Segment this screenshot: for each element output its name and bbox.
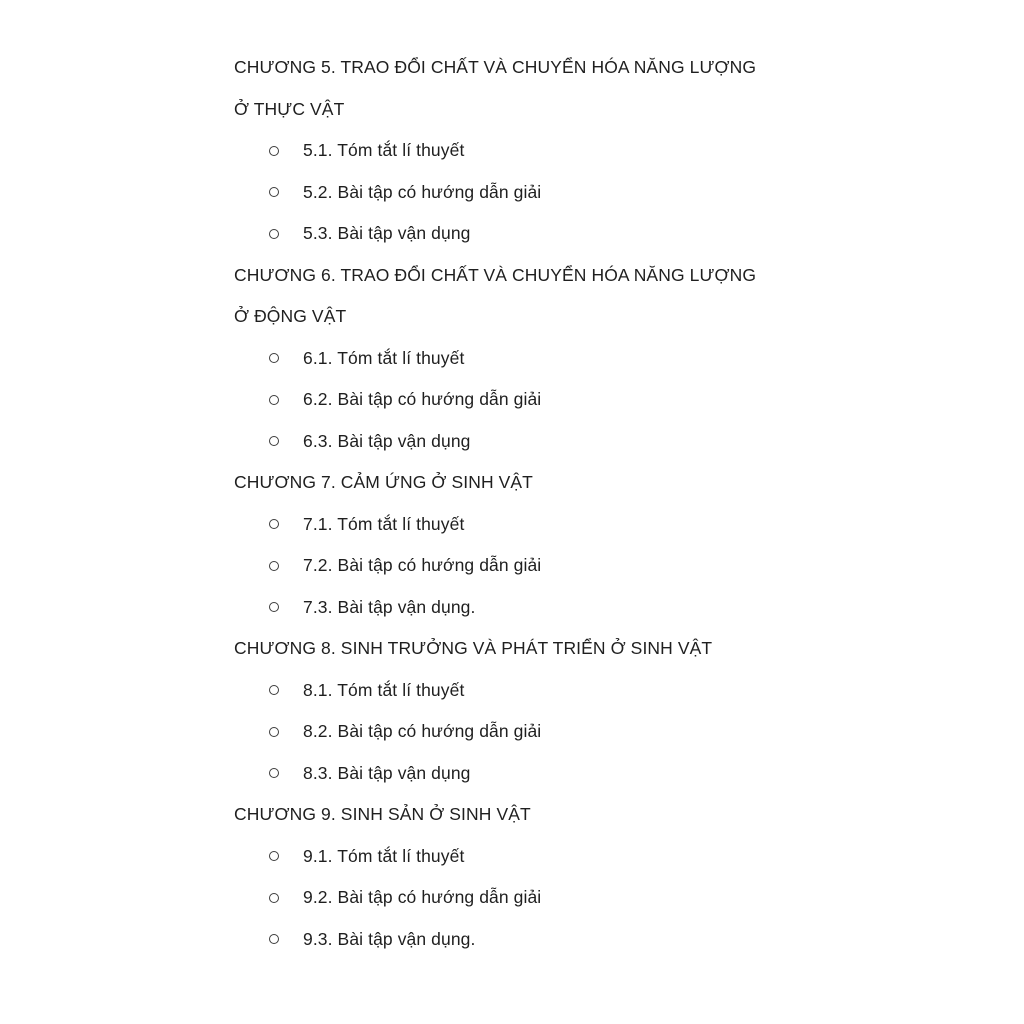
circle-bullet-icon xyxy=(269,561,279,571)
circle-bullet-icon xyxy=(269,519,279,529)
toc-item-label: 7.1. Tóm tắt lí thuyết xyxy=(303,513,465,534)
toc-item-label: 6.3. Bài tập vận dụng xyxy=(303,430,471,451)
circle-bullet-icon xyxy=(269,229,279,239)
circle-bullet-icon xyxy=(269,353,279,363)
toc-list-item xyxy=(234,213,994,255)
chapter-title xyxy=(234,47,994,130)
chapter-title-line: CHƯƠNG 5. TRAO ĐỔI CHẤT VÀ CHUYỂN HÓA NĂNG LƯỢNG xyxy=(234,57,757,77)
toc-item-label: 7.2. Bài tập có hướng dẫn giải xyxy=(303,555,542,575)
toc-list-item xyxy=(234,504,994,546)
circle-bullet-icon xyxy=(269,395,279,405)
toc-list-item xyxy=(234,670,994,712)
toc-list-item xyxy=(234,545,994,587)
chapter-section xyxy=(234,255,994,463)
chapter-title xyxy=(234,794,994,836)
chapter-section xyxy=(234,628,994,794)
toc-list-item xyxy=(234,711,994,753)
toc-list-item xyxy=(234,587,994,629)
chapter-item-list xyxy=(234,670,994,795)
toc-list-item xyxy=(234,421,994,463)
toc-item-label: 9.2. Bài tập có hướng dẫn giải xyxy=(303,887,542,907)
toc-list-item xyxy=(234,130,994,172)
circle-bullet-icon xyxy=(269,685,279,695)
chapter-title xyxy=(234,255,994,338)
toc-item-label: 5.3. Bài tập vận dụng xyxy=(303,223,471,243)
circle-bullet-icon xyxy=(269,727,279,737)
chapter-title-line: CHƯƠNG 7. CẢM ỨNG Ở SINH VẬT xyxy=(234,472,533,492)
chapter-title-line: CHƯƠNG 6. TRAO ĐỔI CHẤT VÀ CHUYỂN HÓA NĂNG LƯỢNG xyxy=(234,264,757,285)
circle-bullet-icon xyxy=(269,187,279,197)
toc-item-label: 5.1. Tóm tắt lí thuyết xyxy=(303,140,465,160)
toc-item-label: 6.1. Tóm tắt lí thuyết xyxy=(303,347,465,368)
chapter-title xyxy=(234,462,994,504)
chapter-title-line: Ở THỰC VẬT xyxy=(234,98,345,119)
toc-list-item xyxy=(234,836,994,878)
circle-bullet-icon xyxy=(269,602,279,612)
toc-list-item xyxy=(234,877,994,919)
chapter-section xyxy=(234,794,994,960)
chapter-title-line: Ở ĐỘNG VẬT xyxy=(234,306,347,326)
toc-item-label: 7.3. Bài tập vận dụng. xyxy=(303,596,476,617)
toc-item-label: 6.2. Bài tập có hướng dẫn giải xyxy=(303,389,542,409)
toc-list-item xyxy=(234,338,994,380)
toc-item-label: 9.3. Bài tập vận dụng. xyxy=(303,928,476,949)
chapter-item-list xyxy=(234,504,994,629)
chapter-title-line: CHƯƠNG 9. SINH SẢN Ở SINH VẬT xyxy=(234,804,531,824)
chapter-title-line: CHƯƠNG 8. SINH TRƯỞNG VÀ PHÁT TRIỂN Ở SINH VẬT xyxy=(234,638,713,658)
toc-list-item xyxy=(234,919,994,961)
circle-bullet-icon xyxy=(269,146,279,156)
chapter-section xyxy=(234,462,994,628)
toc-item-label: 8.2. Bài tập có hướng dẫn giải xyxy=(303,721,542,741)
chapter-item-list xyxy=(234,130,994,255)
circle-bullet-icon xyxy=(269,768,279,778)
toc-list-item xyxy=(234,379,994,421)
circle-bullet-icon xyxy=(269,893,279,903)
toc-item-label: 5.2. Bài tập có hướng dẫn giải xyxy=(303,181,542,202)
toc-item-label: 8.3. Bài tập vận dụng xyxy=(303,762,471,783)
chapter-section xyxy=(234,47,994,255)
toc-item-label: 8.1. Tóm tắt lí thuyết xyxy=(303,679,465,700)
circle-bullet-icon xyxy=(269,436,279,446)
chapter-item-list xyxy=(234,836,994,961)
circle-bullet-icon xyxy=(269,934,279,944)
toc-item-label: 9.1. Tóm tắt lí thuyết xyxy=(303,845,465,866)
circle-bullet-icon xyxy=(269,851,279,861)
toc-list-item xyxy=(234,172,994,214)
toc-list-item xyxy=(234,753,994,795)
chapter-title xyxy=(234,628,994,670)
chapter-item-list xyxy=(234,338,994,463)
table-of-contents xyxy=(234,47,994,960)
